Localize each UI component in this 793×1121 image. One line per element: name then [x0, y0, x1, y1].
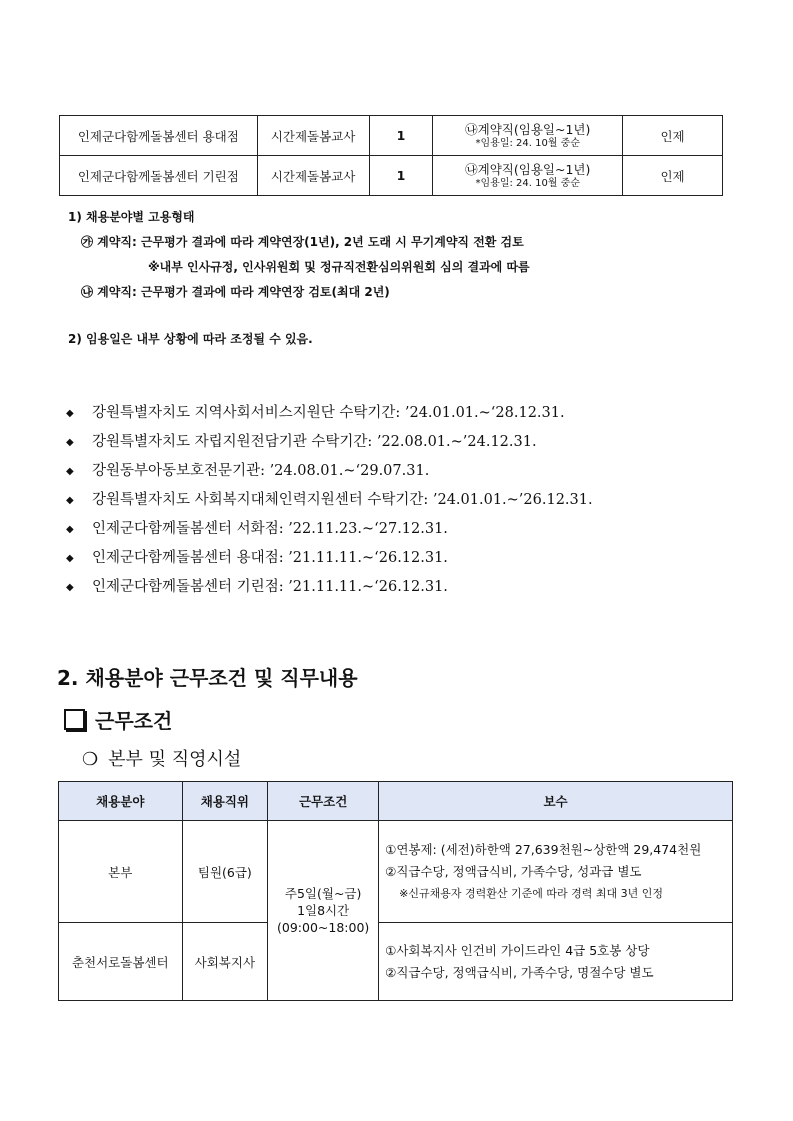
appointment-date: *임용일: 24. 10월 중순 — [475, 137, 580, 149]
conditions-cell — [268, 821, 379, 1001]
header-conditions: 근무조건 — [268, 782, 379, 821]
facility-title: 본부 및 직영시설 — [108, 749, 242, 770]
condition-time: (09:00~18:00) — [277, 920, 370, 935]
list-item — [66, 457, 593, 486]
list-item-text: 강원특별자치도 사회복지대체인력지원센터 수탁기간: ’24.01.01.~’26.12.31. — [92, 492, 593, 508]
header-position: 채용직위 — [182, 782, 268, 821]
work-conditions-table — [58, 781, 733, 1001]
field-cell: 본부 — [59, 821, 183, 923]
pay-line: ①연봉제: (세전)하한액 27,639천원~상한액 29,474천원 — [385, 841, 702, 857]
pay-cell — [379, 923, 733, 1001]
consignment-list — [66, 399, 593, 602]
note-contract-a-sub: ※내부 인사규정, 인사위원회 및 정규직전환심의위원회 심의 결과에 따름 — [148, 260, 530, 274]
list-item-text: 강원특별자치도 지역사회서비스지원단 수탁기간: ’24.01.01.~‘28.12.31. — [92, 405, 565, 421]
position-cell: 사회복지사 — [182, 923, 268, 1001]
list-item-text: 강원동부아동보호전문기관: ’24.08.01.~‘29.07.31. — [92, 463, 430, 479]
subsection-title: 근무조건 — [95, 709, 173, 733]
diamond-bullet-icon: ◆ — [66, 495, 74, 506]
diamond-bullet-icon: ◆ — [66, 524, 74, 535]
note-employment-type-title: 1) 채용분야별 고용형태 — [68, 210, 195, 224]
diamond-bullet-icon: ◆ — [66, 437, 74, 448]
header-field: 채용분야 — [59, 782, 183, 821]
table-row — [60, 116, 723, 156]
list-item-text: 강원특별자치도 자립지원전담기관 수탁기간: ’22.08.01.~’24.12.31. — [92, 434, 537, 450]
condition-days: 주5일(월~금) — [284, 886, 362, 901]
position-cell: 팀원(6급) — [182, 821, 268, 923]
contract-type: ㉯계약직(임용일~1년) — [465, 161, 591, 177]
list-item — [66, 399, 593, 428]
position-cell: 시간제돌봄교사 — [257, 116, 369, 156]
checkbox-square-icon — [64, 709, 85, 730]
table-row — [59, 821, 733, 923]
list-item — [66, 573, 593, 602]
contract-cell — [433, 116, 623, 156]
condition-hours: 1일8시간 — [297, 903, 350, 918]
list-item-text: 인제군다함께돌봄센터 용대점: ’21.11.11.~‘26.12.31. — [92, 550, 448, 566]
diamond-bullet-icon: ◆ — [66, 553, 74, 564]
note-contract-a: ㉮ 계약직: 근무평가 결과에 따라 계약연장(1년), 2년 도래 시 무기계약직 전환 검토 — [81, 235, 524, 249]
subsection-heading — [64, 705, 172, 734]
list-item — [66, 544, 593, 573]
table-row — [60, 156, 723, 196]
contract-type: ㉯계약직(임용일~1년) — [465, 121, 591, 137]
note-contract-b: ㉯ 계약직: 근무평가 결과에 따라 계약연장 검토(최대 2년) — [81, 285, 390, 299]
recruitment-table — [59, 115, 723, 196]
list-item-text: 인제군다함께돌봄센터 기린점: ’21.11.11.~‘26.12.31. — [92, 579, 448, 595]
diamond-bullet-icon: ◆ — [66, 466, 74, 477]
place-cell: 인제군다함께돌봄센터 용대점 — [60, 116, 258, 156]
diamond-bullet-icon: ◆ — [66, 582, 74, 593]
count-cell: 1 — [369, 116, 433, 156]
field-cell: 춘천서로돌봄센터 — [59, 923, 183, 1001]
list-item — [66, 515, 593, 544]
section-title: 2. 채용분야 근무조건 및 직무내용 — [57, 666, 358, 690]
table-row — [59, 923, 733, 1001]
note-appointment-date: 2) 임용일은 내부 상황에 따라 조정될 수 있음. — [68, 332, 313, 346]
pay-cell — [379, 821, 733, 923]
pay-line: ②직급수당, 정액급식비, 가족수당, 명절수당 별도 — [385, 964, 654, 980]
region-cell: 인제 — [623, 156, 723, 196]
region-cell: 인제 — [623, 116, 723, 156]
pay-line: ①사회복지사 인건비 가이드라인 4급 5호봉 상당 — [385, 942, 650, 958]
header-pay: 보수 — [379, 782, 733, 821]
diamond-bullet-icon: ◆ — [66, 408, 74, 419]
pay-note: ※신규채용자 경력환산 기준에 따라 경력 최대 3년 인정 — [399, 886, 663, 900]
place-cell: 인제군다함께돌봄센터 기린점 — [60, 156, 258, 196]
list-item — [66, 428, 593, 457]
circle-bullet-icon: ❍ — [82, 749, 99, 770]
appointment-date: *임용일: 24. 10월 중순 — [475, 177, 580, 189]
pay-line: ②직급수당, 정액급식비, 가족수당, 성과급 별도 — [385, 863, 642, 879]
contract-cell — [433, 156, 623, 196]
position-cell: 시간제돌봄교사 — [257, 156, 369, 196]
list-item — [66, 486, 593, 515]
list-item-text: 인제군다함께돌봄센터 서화점: ’22.11.23.~‘27.12.31. — [92, 521, 448, 537]
count-cell: 1 — [369, 156, 433, 196]
table-header-row — [59, 782, 733, 821]
facility-heading — [82, 745, 241, 771]
